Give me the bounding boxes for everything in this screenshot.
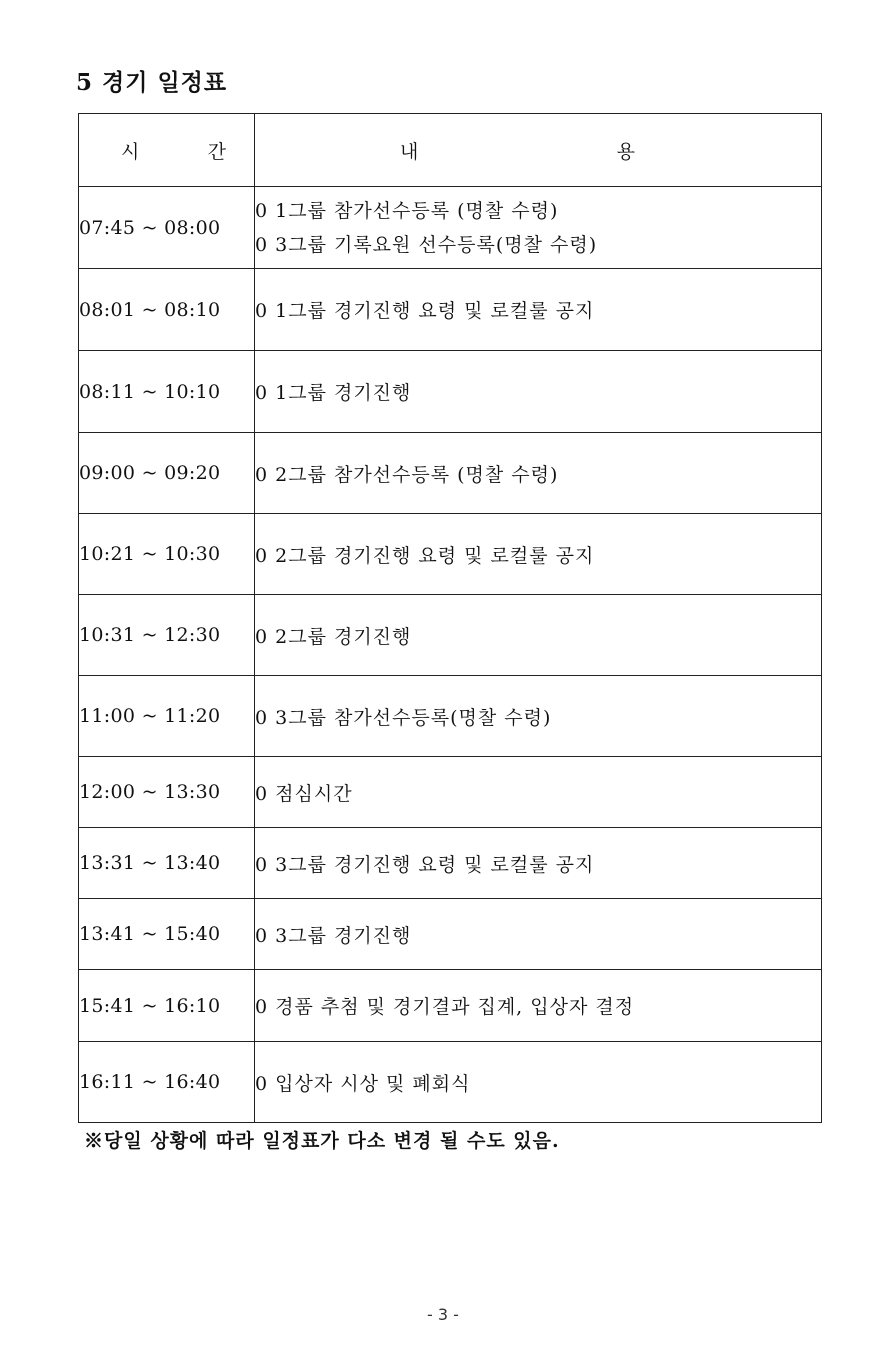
header-time-cell — [79, 114, 255, 187]
content-cell — [255, 187, 822, 269]
page-number: - 3 - — [427, 1305, 459, 1324]
content-cell: 0 1그룹 경기진행 — [255, 351, 822, 433]
time-cell: 13:31 ~ 13:40 — [79, 828, 255, 899]
content-cell: 0 1그룹 경기진행 요령 및 로컬룰 공지 — [255, 269, 822, 351]
table-row — [79, 828, 822, 899]
schedule-table — [78, 113, 822, 1123]
time-cell: 11:00 ~ 11:20 — [79, 676, 255, 757]
table-row — [79, 757, 822, 828]
section-title: 5 경기 일정표 — [76, 69, 228, 96]
header-time-label-right: 간 — [207, 140, 226, 163]
content-cell: 0 경품 추첨 및 경기결과 집계, 입상자 결정 — [255, 970, 822, 1042]
schedule-body — [79, 187, 822, 1123]
table-row — [79, 514, 822, 595]
content-cell: 0 2그룹 경기진행 — [255, 595, 822, 676]
table-row — [79, 899, 822, 970]
header-content-label-right: 용 — [616, 140, 635, 163]
time-cell: 13:41 ~ 15:40 — [79, 899, 255, 970]
content-cell: 0 3그룹 참가선수등록(명찰 수령) — [255, 676, 822, 757]
table-row — [79, 970, 822, 1042]
content-cell: 0 2그룹 경기진행 요령 및 로컬룰 공지 — [255, 514, 822, 595]
content-line: 0 3그룹 기록요원 선수등록(명찰 수령) — [255, 233, 598, 256]
time-cell: 08:11 ~ 10:10 — [79, 351, 255, 433]
table-row — [79, 187, 822, 269]
content-cell: 0 3그룹 경기진행 요령 및 로컬룰 공지 — [255, 828, 822, 899]
table-row — [79, 1042, 822, 1123]
time-cell: 16:11 ~ 16:40 — [79, 1042, 255, 1123]
content-cell: 0 3그룹 경기진행 — [255, 899, 822, 970]
table-header-row — [79, 114, 822, 187]
table-row — [79, 676, 822, 757]
time-cell: 09:00 ~ 09:20 — [79, 433, 255, 514]
time-cell: 10:21 ~ 10:30 — [79, 514, 255, 595]
content-cell: 0 점심시간 — [255, 757, 822, 828]
table-row — [79, 433, 822, 514]
table-row — [79, 269, 822, 351]
time-cell: 15:41 ~ 16:10 — [79, 970, 255, 1042]
time-cell: 08:01 ~ 08:10 — [79, 269, 255, 351]
time-cell: 10:31 ~ 12:30 — [79, 595, 255, 676]
schedule-change-note: ※당일 상황에 따라 일정표가 다소 변경 될 수도 있음. — [84, 1130, 560, 1152]
header-time-label-left: 시 — [121, 140, 140, 163]
content-cell: 0 2그룹 참가선수등록 (명찰 수령) — [255, 433, 822, 514]
time-cell: 07:45 ~ 08:00 — [79, 187, 255, 269]
content-line: 0 1그룹 참가선수등록 (명찰 수령) — [255, 199, 559, 222]
content-cell: 0 입상자 시상 및 폐회식 — [255, 1042, 822, 1123]
header-content-cell — [255, 114, 822, 187]
time-cell: 12:00 ~ 13:30 — [79, 757, 255, 828]
header-content-label-left: 내 — [400, 140, 419, 163]
table-row — [79, 595, 822, 676]
table-row — [79, 351, 822, 433]
